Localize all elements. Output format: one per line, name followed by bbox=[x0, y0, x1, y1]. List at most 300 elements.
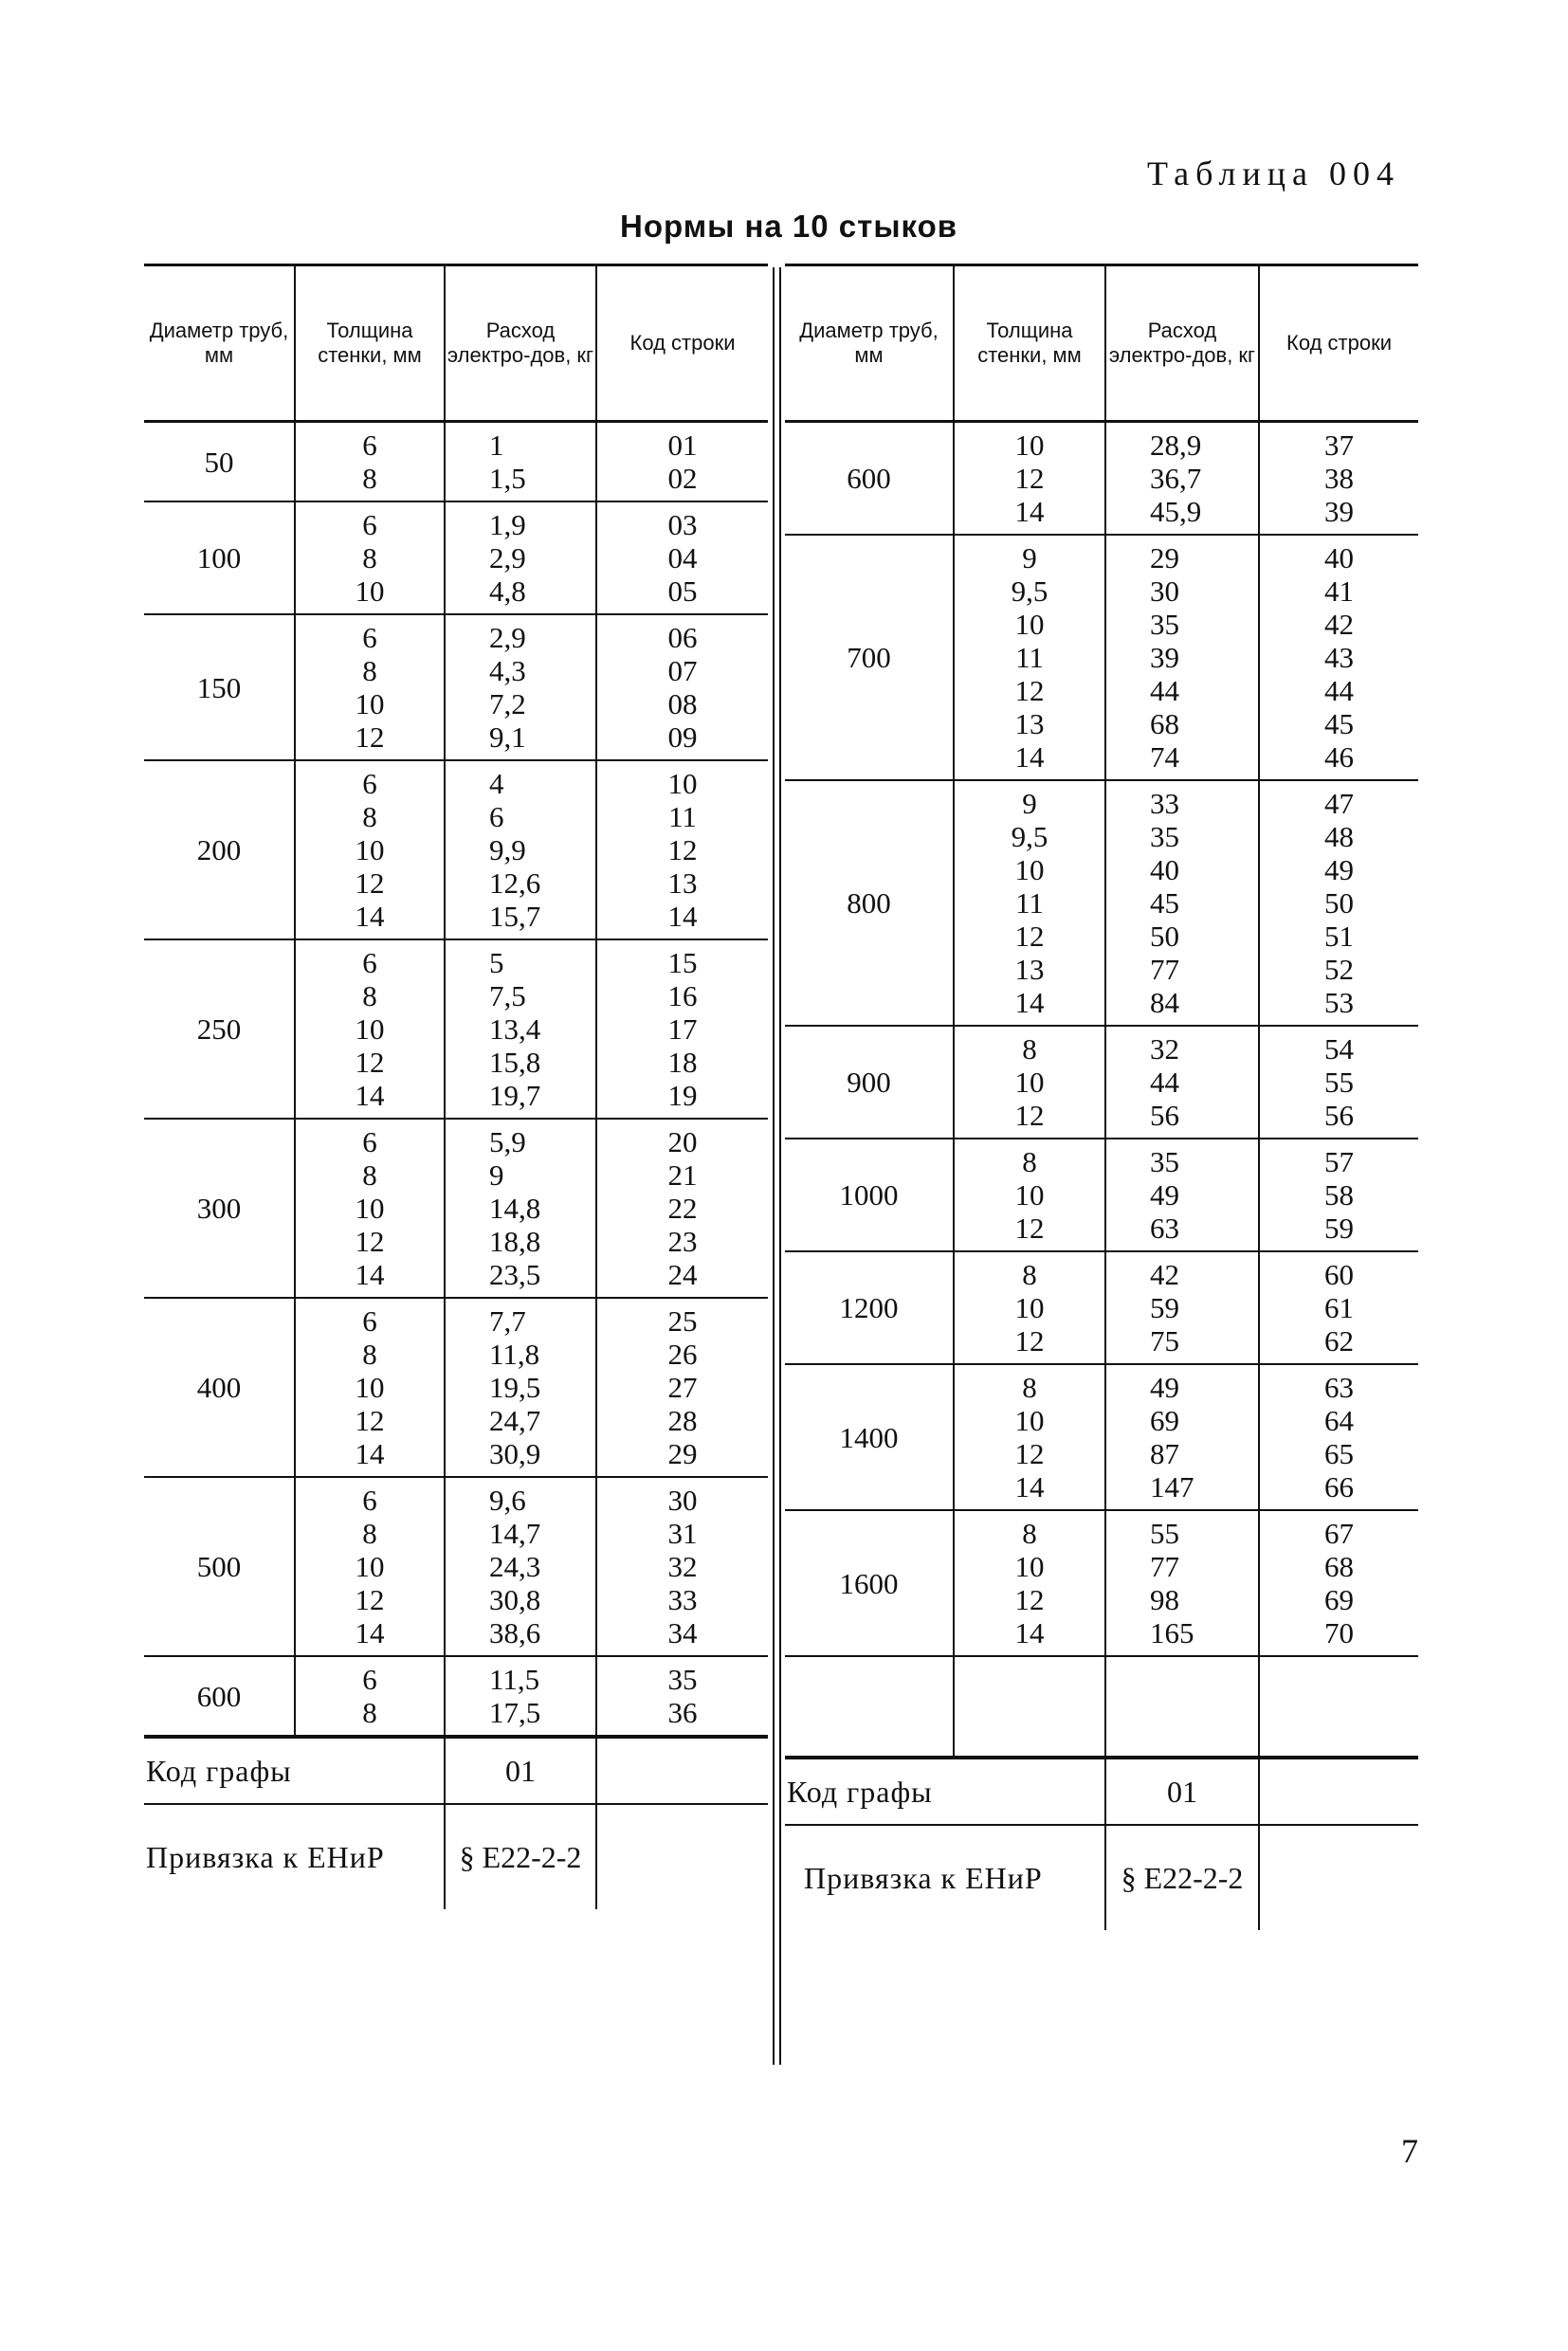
wall-thickness-cell bbox=[295, 760, 445, 939]
wall-thickness-cell bbox=[295, 1119, 445, 1298]
pipe-diameter: 1400 bbox=[785, 1364, 954, 1510]
electrode-usage: 75 bbox=[1150, 1324, 1179, 1358]
wall-thickness: 10 bbox=[355, 833, 385, 866]
row-code-cell bbox=[1259, 1139, 1418, 1251]
wall-thickness: 14 bbox=[1014, 740, 1045, 774]
wall-thickness: 12 bbox=[1014, 674, 1045, 707]
row-code: 61 bbox=[1324, 1291, 1354, 1324]
header-usage: Расход электро-дов, кг bbox=[1105, 265, 1259, 422]
row-code-cell bbox=[1259, 1026, 1418, 1139]
row-code: 12 bbox=[667, 833, 698, 866]
pipe-diameter: 250 bbox=[144, 939, 295, 1119]
table-row bbox=[144, 939, 768, 1119]
wall-thickness-cell bbox=[954, 780, 1105, 1026]
electrode-usage-cell bbox=[1105, 422, 1259, 536]
wall-thickness: 8 bbox=[1022, 1371, 1037, 1404]
row-code: 16 bbox=[667, 979, 698, 1012]
column-code-value: 01 bbox=[445, 1738, 596, 1804]
row-code: 17 bbox=[667, 1012, 698, 1046]
wall-thickness: 14 bbox=[355, 1437, 385, 1470]
wall-thickness: 12 bbox=[355, 1404, 385, 1437]
row-code: 07 bbox=[667, 654, 698, 687]
table-caption: Нормы на 10 стыков bbox=[620, 209, 958, 244]
row-code: 25 bbox=[667, 1304, 698, 1338]
wall-thickness: 12 bbox=[1014, 920, 1045, 953]
wall-thickness: 14 bbox=[355, 900, 385, 933]
wall-thickness-cell bbox=[295, 422, 445, 502]
wall-thickness-cell bbox=[954, 1139, 1105, 1251]
row-code: 20 bbox=[667, 1125, 698, 1158]
electrode-usage: 14,7 bbox=[489, 1517, 541, 1550]
electrode-usage: 59 bbox=[1150, 1291, 1179, 1324]
pipe-diameter: 1600 bbox=[785, 1510, 954, 1656]
table-row bbox=[785, 1510, 1418, 1656]
wall-thickness: 11 bbox=[1015, 886, 1044, 920]
wall-thickness-cell bbox=[295, 1477, 445, 1656]
electrode-usage: 44 bbox=[1150, 1066, 1179, 1099]
row-code: 03 bbox=[667, 508, 698, 541]
electrode-usage: 56 bbox=[1150, 1099, 1179, 1132]
column-code-label: Код графы bbox=[785, 1759, 1105, 1825]
wall-thickness: 6 bbox=[362, 621, 377, 654]
electrode-usage-cell bbox=[445, 614, 596, 760]
header-row-code: Код строки bbox=[596, 265, 768, 422]
row-code: 67 bbox=[1324, 1517, 1354, 1550]
electrode-usage-cell bbox=[445, 1656, 596, 1736]
page-number: 7 bbox=[1401, 2132, 1418, 2170]
wall-thickness: 12 bbox=[1014, 1212, 1045, 1245]
electrode-usage: 5 bbox=[489, 946, 504, 979]
wall-thickness: 6 bbox=[362, 1125, 377, 1158]
table-row bbox=[144, 501, 768, 614]
row-code: 28 bbox=[667, 1404, 698, 1437]
row-code-cell bbox=[1259, 1510, 1418, 1656]
electrode-usage: 2,9 bbox=[489, 621, 526, 654]
enir-value: § Е22-2-2 bbox=[445, 1804, 596, 1909]
pipe-diameter: 50 bbox=[144, 422, 295, 502]
enir-label: Привязка к ЕНиР bbox=[804, 1860, 1043, 1895]
wall-thickness: 10 bbox=[1014, 1550, 1045, 1583]
electrode-usage: 98 bbox=[1150, 1583, 1179, 1616]
row-code-cell bbox=[1259, 780, 1418, 1026]
pipe-diameter: 1200 bbox=[785, 1251, 954, 1364]
wall-thickness: 14 bbox=[1014, 495, 1045, 528]
row-code: 52 bbox=[1324, 953, 1354, 986]
wall-thickness: 8 bbox=[1022, 1032, 1037, 1066]
left-table-body bbox=[144, 422, 768, 1737]
row-code: 59 bbox=[1324, 1212, 1354, 1245]
electrode-usage: 84 bbox=[1150, 986, 1179, 1019]
empty-cell bbox=[1259, 1656, 1418, 1757]
row-code-cell bbox=[1259, 535, 1418, 780]
electrode-usage: 17,5 bbox=[489, 1696, 541, 1729]
electrode-usage: 9,9 bbox=[489, 833, 526, 866]
row-code-cell bbox=[1259, 422, 1418, 536]
row-code: 40 bbox=[1324, 541, 1354, 574]
pipe-diameter: 500 bbox=[144, 1477, 295, 1656]
column-code-value: 01 bbox=[1105, 1759, 1259, 1825]
row-code: 41 bbox=[1324, 574, 1354, 608]
row-code: 10 bbox=[667, 767, 698, 800]
electrode-usage: 1,5 bbox=[489, 462, 526, 495]
wall-thickness: 11 bbox=[1015, 641, 1044, 674]
empty-cell bbox=[954, 1656, 1105, 1757]
wall-thickness: 9,5 bbox=[1011, 820, 1048, 853]
row-code-cell bbox=[596, 1298, 768, 1477]
wall-thickness: 10 bbox=[1014, 428, 1045, 462]
row-code: 55 bbox=[1324, 1066, 1354, 1099]
row-code: 26 bbox=[667, 1338, 698, 1371]
wall-thickness: 14 bbox=[1014, 1616, 1045, 1649]
row-code-cell bbox=[1259, 1251, 1418, 1364]
pipe-diameter: 800 bbox=[785, 780, 954, 1026]
wall-thickness: 14 bbox=[355, 1079, 385, 1112]
electrode-usage: 15,8 bbox=[489, 1046, 541, 1079]
table-row bbox=[785, 1026, 1418, 1139]
row-code: 29 bbox=[667, 1437, 698, 1470]
row-code: 11 bbox=[668, 800, 697, 833]
electrode-usage: 33 bbox=[1150, 787, 1179, 820]
wall-thickness: 6 bbox=[362, 946, 377, 979]
electrode-usage: 24,7 bbox=[489, 1404, 541, 1437]
electrode-usage: 7,7 bbox=[489, 1304, 526, 1338]
electrode-usage: 35 bbox=[1150, 820, 1179, 853]
pipe-diameter: 700 bbox=[785, 535, 954, 780]
wall-thickness-cell bbox=[295, 939, 445, 1119]
wall-thickness-cell bbox=[954, 422, 1105, 536]
table-row bbox=[144, 422, 768, 502]
enir-label: Привязка к ЕНиР bbox=[146, 1839, 385, 1874]
wall-thickness: 12 bbox=[355, 1225, 385, 1258]
column-code-label: Код графы bbox=[144, 1738, 445, 1804]
electrode-usage-cell bbox=[1105, 1364, 1259, 1510]
row-code: 05 bbox=[667, 574, 698, 608]
wall-thickness: 14 bbox=[1014, 1470, 1045, 1504]
electrode-usage: 50 bbox=[1150, 920, 1179, 953]
row-code: 15 bbox=[667, 946, 698, 979]
pipe-diameter: 300 bbox=[144, 1119, 295, 1298]
row-code: 65 bbox=[1324, 1437, 1354, 1470]
row-code: 14 bbox=[667, 900, 698, 933]
pipe-diameter: 1000 bbox=[785, 1139, 954, 1251]
electrode-usage-cell bbox=[1105, 1026, 1259, 1139]
table-row bbox=[144, 614, 768, 760]
column-code-empty bbox=[596, 1738, 768, 1804]
pipe-diameter: 400 bbox=[144, 1298, 295, 1477]
wall-thickness: 12 bbox=[1014, 1324, 1045, 1358]
electrode-usage-cell bbox=[445, 1477, 596, 1656]
wall-thickness-cell bbox=[954, 1251, 1105, 1364]
row-code: 39 bbox=[1324, 495, 1354, 528]
wall-thickness: 12 bbox=[1014, 462, 1045, 495]
center-divider-line bbox=[779, 267, 781, 2065]
electrode-usage: 4,3 bbox=[489, 654, 526, 687]
row-code: 46 bbox=[1324, 740, 1354, 774]
electrode-usage: 147 bbox=[1150, 1470, 1194, 1504]
row-code: 38 bbox=[1324, 462, 1354, 495]
row-code: 34 bbox=[667, 1616, 698, 1649]
pipe-diameter: 900 bbox=[785, 1026, 954, 1139]
electrode-usage: 40 bbox=[1150, 853, 1179, 886]
row-code: 48 bbox=[1324, 820, 1354, 853]
footer-right bbox=[785, 1758, 1418, 1930]
wall-thickness: 8 bbox=[362, 979, 377, 1012]
row-code: 37 bbox=[1324, 428, 1354, 462]
empty-cell bbox=[785, 1656, 954, 1757]
electrode-usage: 6 bbox=[489, 800, 504, 833]
electrode-usage: 9,6 bbox=[489, 1484, 526, 1517]
electrode-usage: 5,9 bbox=[489, 1125, 526, 1158]
row-code: 35 bbox=[667, 1663, 698, 1696]
wall-thickness: 13 bbox=[1014, 707, 1045, 740]
header-diameter: Диаметр труб, мм bbox=[144, 265, 295, 422]
electrode-usage: 30,8 bbox=[489, 1583, 541, 1616]
norms-table-left bbox=[144, 264, 768, 1737]
pipe-diameter: 600 bbox=[785, 422, 954, 536]
row-code-cell bbox=[596, 760, 768, 939]
electrode-usage: 15,7 bbox=[489, 900, 541, 933]
enir-empty bbox=[1259, 1825, 1418, 1930]
wall-thickness: 9,5 bbox=[1011, 574, 1048, 608]
row-code: 57 bbox=[1324, 1145, 1354, 1178]
row-code-cell bbox=[596, 614, 768, 760]
row-code: 47 bbox=[1324, 787, 1354, 820]
wall-thickness: 8 bbox=[1022, 1258, 1037, 1291]
pipe-diameter: 150 bbox=[144, 614, 295, 760]
table-row bbox=[785, 1139, 1418, 1251]
table-row bbox=[144, 1656, 768, 1736]
row-code: 04 bbox=[667, 541, 698, 574]
electrode-usage: 11,8 bbox=[489, 1338, 540, 1371]
wall-thickness: 10 bbox=[355, 1371, 385, 1404]
wall-thickness: 13 bbox=[1014, 953, 1045, 986]
electrode-usage: 32 bbox=[1150, 1032, 1179, 1066]
wall-thickness: 14 bbox=[355, 1258, 385, 1291]
wall-thickness: 14 bbox=[1014, 986, 1045, 1019]
row-code: 36 bbox=[667, 1696, 698, 1729]
header-diameter: Диаметр труб, мм bbox=[785, 265, 954, 422]
electrode-usage: 7,5 bbox=[489, 979, 526, 1012]
enir-empty bbox=[596, 1804, 768, 1909]
row-code: 49 bbox=[1324, 853, 1354, 886]
electrode-usage: 1 bbox=[489, 428, 504, 462]
wall-thickness: 12 bbox=[1014, 1583, 1045, 1616]
row-code: 58 bbox=[1324, 1178, 1354, 1212]
electrode-usage: 9,1 bbox=[489, 720, 526, 754]
row-code: 30 bbox=[667, 1484, 698, 1517]
footer-left bbox=[144, 1737, 768, 1909]
empty-row bbox=[785, 1656, 1418, 1757]
electrode-usage: 23,5 bbox=[489, 1258, 541, 1291]
wall-thickness: 8 bbox=[362, 654, 377, 687]
electrode-usage: 11,5 bbox=[489, 1663, 540, 1696]
row-code: 02 bbox=[667, 462, 698, 495]
column-code-empty bbox=[1259, 1759, 1418, 1825]
electrode-usage: 45 bbox=[1150, 886, 1179, 920]
row-code: 33 bbox=[667, 1583, 698, 1616]
wall-thickness: 6 bbox=[362, 1484, 377, 1517]
row-code: 51 bbox=[1324, 920, 1354, 953]
electrode-usage: 49 bbox=[1150, 1178, 1179, 1212]
row-code: 60 bbox=[1324, 1258, 1354, 1291]
table-row bbox=[785, 780, 1418, 1026]
table-row bbox=[785, 422, 1418, 536]
wall-thickness: 8 bbox=[1022, 1145, 1037, 1178]
table-row bbox=[144, 760, 768, 939]
row-code: 27 bbox=[667, 1371, 698, 1404]
electrode-usage: 36,7 bbox=[1150, 462, 1202, 495]
wall-thickness: 10 bbox=[1014, 1404, 1045, 1437]
row-code: 44 bbox=[1324, 674, 1354, 707]
row-code: 08 bbox=[667, 687, 698, 720]
electrode-usage: 39 bbox=[1150, 641, 1179, 674]
wall-thickness-cell bbox=[295, 501, 445, 614]
row-code: 32 bbox=[667, 1550, 698, 1583]
wall-thickness: 8 bbox=[362, 1696, 377, 1729]
electrode-usage: 77 bbox=[1150, 953, 1179, 986]
electrode-usage: 29 bbox=[1150, 541, 1179, 574]
wall-thickness: 6 bbox=[362, 1304, 377, 1338]
row-code: 42 bbox=[1324, 608, 1354, 641]
wall-thickness: 6 bbox=[362, 767, 377, 800]
electrode-usage: 42 bbox=[1150, 1258, 1179, 1291]
row-code: 31 bbox=[667, 1517, 698, 1550]
row-code: 53 bbox=[1324, 986, 1354, 1019]
row-code: 06 bbox=[667, 621, 698, 654]
row-code-cell bbox=[596, 422, 768, 502]
wall-thickness: 10 bbox=[355, 1550, 385, 1583]
table-row bbox=[785, 1364, 1418, 1510]
table-row bbox=[785, 535, 1418, 780]
row-code: 66 bbox=[1324, 1470, 1354, 1504]
wall-thickness: 10 bbox=[355, 1012, 385, 1046]
wall-thickness-cell bbox=[954, 535, 1105, 780]
row-code: 24 bbox=[667, 1258, 698, 1291]
wall-thickness: 10 bbox=[1014, 853, 1045, 886]
row-code: 54 bbox=[1324, 1032, 1354, 1066]
electrode-usage-cell bbox=[445, 1298, 596, 1477]
table-row bbox=[144, 1119, 768, 1298]
row-code: 18 bbox=[667, 1046, 698, 1079]
center-divider-line bbox=[773, 267, 775, 2065]
row-code: 23 bbox=[667, 1225, 698, 1258]
electrode-usage: 12,6 bbox=[489, 866, 541, 900]
row-code: 21 bbox=[667, 1158, 698, 1192]
pipe-diameter: 200 bbox=[144, 760, 295, 939]
row-code-cell bbox=[596, 501, 768, 614]
electrode-usage: 30,9 bbox=[489, 1437, 541, 1470]
wall-thickness-cell bbox=[295, 1298, 445, 1477]
electrode-usage: 19,7 bbox=[489, 1079, 541, 1112]
table-row bbox=[144, 1298, 768, 1477]
electrode-usage: 55 bbox=[1150, 1517, 1179, 1550]
table-row bbox=[785, 1251, 1418, 1364]
electrode-usage: 7,2 bbox=[489, 687, 526, 720]
row-code: 01 bbox=[667, 428, 698, 462]
electrode-usage: 77 bbox=[1150, 1550, 1179, 1583]
header-row-code: Код строки bbox=[1259, 265, 1418, 422]
row-code: 43 bbox=[1324, 641, 1354, 674]
electrode-usage: 69 bbox=[1150, 1404, 1179, 1437]
wall-thickness-cell bbox=[954, 1510, 1105, 1656]
row-code: 13 bbox=[667, 866, 698, 900]
electrode-usage: 74 bbox=[1150, 740, 1179, 774]
row-code: 70 bbox=[1324, 1616, 1354, 1649]
electrode-usage: 30 bbox=[1150, 574, 1179, 608]
wall-thickness: 8 bbox=[362, 1158, 377, 1192]
electrode-usage-cell bbox=[445, 939, 596, 1119]
wall-thickness: 6 bbox=[362, 508, 377, 541]
electrode-usage-cell bbox=[445, 422, 596, 502]
enir-value: § Е22-2-2 bbox=[1105, 1825, 1259, 1930]
row-code: 09 bbox=[667, 720, 698, 754]
electrode-usage: 19,5 bbox=[489, 1371, 541, 1404]
electrode-usage: 35 bbox=[1150, 1145, 1179, 1178]
row-code: 22 bbox=[667, 1192, 698, 1225]
wall-thickness: 10 bbox=[1014, 1291, 1045, 1324]
wall-thickness: 10 bbox=[355, 574, 385, 608]
row-code: 19 bbox=[667, 1079, 698, 1112]
row-code: 62 bbox=[1324, 1324, 1354, 1358]
electrode-usage: 28,9 bbox=[1150, 428, 1202, 462]
electrode-usage: 1,9 bbox=[489, 508, 526, 541]
wall-thickness: 10 bbox=[355, 687, 385, 720]
row-code: 50 bbox=[1324, 886, 1354, 920]
electrode-usage: 9 bbox=[489, 1158, 504, 1192]
electrode-usage: 24,3 bbox=[489, 1550, 541, 1583]
electrode-usage: 63 bbox=[1150, 1212, 1179, 1245]
wall-thickness: 8 bbox=[362, 541, 377, 574]
wall-thickness: 12 bbox=[1014, 1437, 1045, 1470]
row-code: 45 bbox=[1324, 707, 1354, 740]
electrode-usage-cell bbox=[1105, 535, 1259, 780]
wall-thickness: 8 bbox=[362, 1517, 377, 1550]
wall-thickness: 10 bbox=[1014, 1178, 1045, 1212]
electrode-usage-cell bbox=[1105, 1251, 1259, 1364]
row-code: 68 bbox=[1324, 1550, 1354, 1583]
wall-thickness: 8 bbox=[362, 800, 377, 833]
electrode-usage: 49 bbox=[1150, 1371, 1179, 1404]
wall-thickness: 9 bbox=[1022, 787, 1037, 820]
row-code: 63 bbox=[1324, 1371, 1354, 1404]
wall-thickness: 12 bbox=[355, 866, 385, 900]
row-code-cell bbox=[596, 1656, 768, 1736]
electrode-usage: 2,9 bbox=[489, 541, 526, 574]
row-code-cell bbox=[596, 1119, 768, 1298]
empty-cell bbox=[1105, 1656, 1259, 1757]
row-code: 64 bbox=[1324, 1404, 1354, 1437]
header-usage: Расход электро-дов, кг bbox=[445, 265, 596, 422]
electrode-usage: 13,4 bbox=[489, 1012, 541, 1046]
left-half-table bbox=[144, 264, 768, 1909]
electrode-usage-cell bbox=[445, 1119, 596, 1298]
electrode-usage: 44 bbox=[1150, 674, 1179, 707]
pipe-diameter: 100 bbox=[144, 501, 295, 614]
electrode-usage-cell bbox=[1105, 780, 1259, 1026]
electrode-usage: 68 bbox=[1150, 707, 1179, 740]
right-table-body bbox=[785, 422, 1418, 1758]
wall-thickness: 12 bbox=[1014, 1099, 1045, 1132]
table-row bbox=[144, 1477, 768, 1656]
electrode-usage: 4,8 bbox=[489, 574, 526, 608]
electrode-usage: 4 bbox=[489, 767, 504, 800]
electrode-usage: 45,9 bbox=[1150, 495, 1202, 528]
norms-table-right bbox=[785, 264, 1418, 1758]
electrode-usage: 87 bbox=[1150, 1437, 1179, 1470]
right-half-table bbox=[785, 264, 1418, 1930]
electrode-usage: 18,8 bbox=[489, 1225, 541, 1258]
row-code: 56 bbox=[1324, 1099, 1354, 1132]
